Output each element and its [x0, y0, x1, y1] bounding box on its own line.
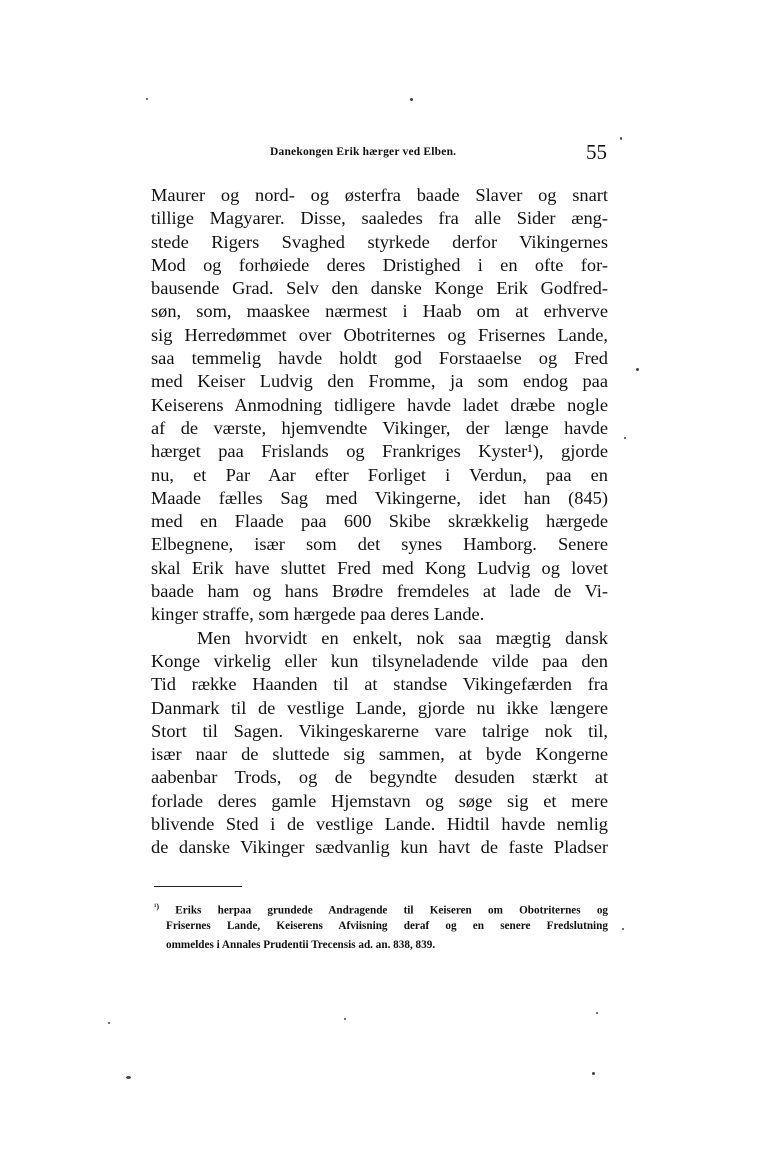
scan-speck [146, 98, 148, 100]
text-line: tillige Magyarer. Disse, saaledes fra alle Sider æng- [151, 208, 608, 229]
scan-speck [126, 1076, 131, 1079]
text-line: især naar de sluttede sig sammen, at byde Kongerne [151, 744, 608, 765]
text-line: Maurer og nord- og østerfra baade Slaver og snart [151, 185, 608, 205]
footnote-divider [154, 886, 242, 887]
scan-speck [410, 98, 413, 101]
text-line: blivende Sted i de vestlige Lande. Hidtil havde nemlig [151, 814, 608, 835]
text-line: aabenbar Trods, og de begyndte desuden stærkt at [151, 767, 608, 788]
text-line: med Keiser Ludvig den Fromme, ja som endog paa [151, 371, 608, 392]
running-head: Danekongen Erik hærger ved Elben. [270, 146, 457, 158]
text-line: Stort til Sagen. Vikingeskarerne vare talrige nok til, [151, 720, 608, 741]
scan-speck [344, 1018, 346, 1020]
scan-speck [620, 137, 622, 140]
text-line: hærget paa Frislands og Frankriges Kyster¹), gjorde [151, 441, 608, 462]
text-line: saa temmelig havde holdt god Forstaaelse og Fred [151, 348, 608, 369]
footnote-line: Frisernes Lande, Keiserens Afviisning deraf og en senere Fredslutning [166, 919, 608, 932]
footnote-marker: ¹) [154, 902, 160, 911]
text-line: søn, som, maaskee nærmest i Haab om at erhverve [151, 301, 608, 322]
text-line: Mod og forhøiede deres Dristighed i en ofte for- [151, 254, 608, 275]
text-line: de danske Vikinger sædvanlig kun havt de faste Pladser [151, 837, 608, 858]
text-line: stede Rigers Svaghed styrkede derfor Vikingernes [151, 231, 608, 252]
body-text [151, 184, 608, 860]
page-number: 55 [586, 140, 607, 164]
text-line: baade ham og hans Brødre fremdeles at lade de Vi- [151, 581, 608, 602]
text-line: Konge virkelig eller kun tilsyneladende vilde paa den [151, 650, 608, 671]
text-line: forlade deres gamle Hjemstavn og søge sig et mere [151, 790, 608, 811]
text-line: Elbegnene, især som det synes Hamborg. Senere [151, 534, 608, 555]
scan-speck [592, 1072, 595, 1075]
text-line: nu, et Par Aar efter Forliget i Verdun, paa en [151, 464, 608, 485]
footnote-line: ommeldes i Annales Prudentii Trecensis ad. an. 838, 839. [166, 939, 436, 951]
text-line: Danmark til de vestlige Lande, gjorde nu ikke længere [151, 697, 608, 718]
footnote-line [154, 897, 608, 917]
scan-speck [108, 1022, 110, 1024]
text-line: skal Erik have sluttet Fred med Kong Ludvig og lovet [151, 557, 608, 578]
text-line: af de værste, hjemvendte Vikinger, der længe havde [151, 417, 608, 438]
scan-speck [624, 437, 626, 439]
text-line: med en Flaade paa 600 Skibe skrækkelig hærgede [151, 511, 608, 532]
text-line: Men hvorvidt en enkelt, nok saa mægtig dansk [197, 627, 608, 648]
footnote [154, 897, 608, 956]
text-line: Maade fælles Sag med Vikingerne, idet han (845) [151, 487, 608, 508]
text-line: bausende Grad. Selv den danske Konge Erik Godfred- [151, 278, 608, 299]
scan-speck [596, 1012, 598, 1014]
text-line: sig Herredømmet over Obotriternes og Frisernes Lande, [151, 324, 608, 345]
text-line: Keiserens Anmodning tidligere havde ladet dræbe nogle [151, 394, 608, 415]
text-line: Tid række Haanden til at standse Vikingefærden fra [151, 674, 608, 695]
text-line: kinger straffe, som hærgede paa deres Lande. [151, 604, 485, 625]
scan-speck [636, 368, 639, 371]
scan-speck [622, 928, 624, 930]
footnote-line-text: Eriks herpaa grundede Andragende til Keiseren om Obotriternes og [175, 904, 609, 917]
